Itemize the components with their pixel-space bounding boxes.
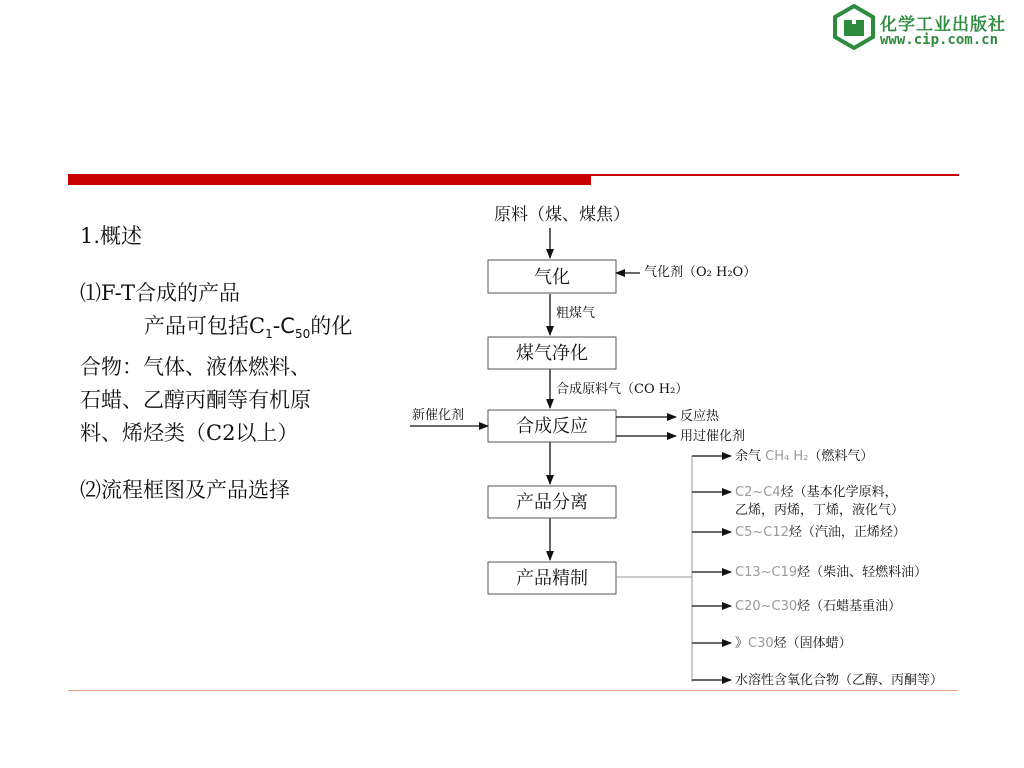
product-carbon-range: CH₄ H₂ <box>765 449 809 464</box>
product-label <box>735 564 927 580</box>
product-label-continued: 乙烯，丙烯，丁烯，液化气） <box>735 503 905 518</box>
label-synthesis: 合成反应 <box>516 416 588 437</box>
label-raw-material: 原料（煤、煤焦） <box>494 205 630 225</box>
intro-sub-50: 50 <box>294 327 311 342</box>
product-carbon-range: C20~C30 <box>735 599 798 614</box>
product-label <box>735 598 901 614</box>
label-crude-gas: 粗煤气 <box>556 306 596 321</box>
label-gasifier-agent: 气化剂（O₂ H₂O） <box>644 265 757 280</box>
product-carbon-range: C13~C19 <box>735 565 798 580</box>
product-label <box>735 672 943 688</box>
product-description: 烃（石蜡基重油） <box>797 599 902 614</box>
label-refining: 产品精制 <box>516 568 588 589</box>
product-description: 水溶性含氧化合物（乙醇、丙酮等） <box>735 673 944 688</box>
label-purification: 煤气净化 <box>516 343 588 364</box>
product-label <box>735 484 898 500</box>
label-fresh-catalyst: 新催化剂 <box>412 408 465 423</box>
product-carbon-range: C30 <box>748 636 774 651</box>
intro-suffix: 的化 <box>310 314 353 338</box>
section-flowchart-heading: ⑵流程框图及产品选择 <box>80 478 290 503</box>
publisher-url: www.cip.com.cn <box>880 32 999 48</box>
intro-sub-1: 1 <box>265 327 273 342</box>
label-gasification: 气化 <box>534 267 570 288</box>
product-description: （燃料气） <box>808 449 874 464</box>
product-description: 烃（基本化学原料， <box>780 485 898 500</box>
product-description: 烃（固体蜡） <box>773 636 852 651</box>
body-line-2: 石蜡、乙醇丙酮等有机原 <box>80 388 311 413</box>
product-description: 烃（汽油，正烯烃） <box>788 525 906 540</box>
label-reaction-heat: 反应热 <box>680 409 720 424</box>
section-products-heading: ⑴F-T合成的产品 <box>80 281 240 305</box>
intro-prefix: 产品可包括C <box>144 314 266 338</box>
product-description: 烃（柴油、轻燃料油） <box>797 565 928 580</box>
product-prefix: 余气 <box>735 449 766 464</box>
product-carbon-range: C2~C4 <box>735 485 781 500</box>
publisher-name: 化学工业出版社 <box>880 15 1006 35</box>
body-line-3: 料、烯烃类（C2以上） <box>80 421 299 446</box>
label-separation: 产品分离 <box>516 492 588 513</box>
product-list <box>692 448 943 688</box>
product-carbon-range: C5~C12 <box>735 525 789 540</box>
body-line-1: 合物：气体、液体燃料、 <box>80 355 311 380</box>
overview-heading: 1.概述 <box>80 224 143 248</box>
product-label <box>735 524 906 540</box>
product-prefix: 》 <box>735 636 749 651</box>
label-spent-catalyst: 用过催化剂 <box>680 429 746 444</box>
product-label <box>735 635 852 651</box>
label-syngas: 合成原料气（CO H₂） <box>556 382 689 397</box>
product-label <box>735 448 873 464</box>
intro-dash: -C <box>272 314 295 338</box>
